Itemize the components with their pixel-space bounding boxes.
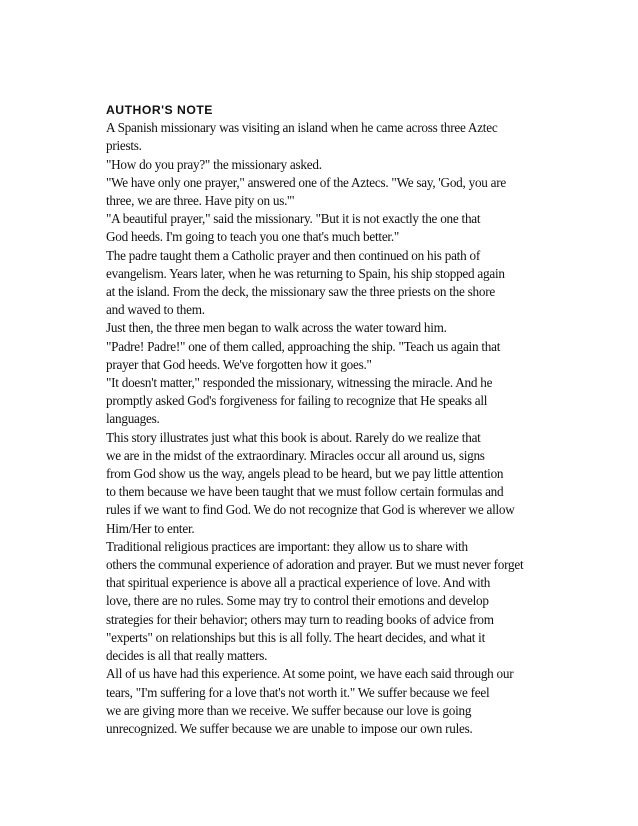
text-line: others the communal experience of adoration and prayer. But we must never forget: [106, 557, 524, 573]
text-line: decides is all that really matters.: [106, 648, 268, 664]
text-line: "It doesn't matter," responded the missionary, witnessing the miracle. And he: [106, 375, 493, 391]
text-line: that spiritual experience is above all a practical experience of love. And with: [106, 575, 491, 591]
text-line: three, we are three. Have pity on us.'": [106, 193, 295, 209]
text-line: A Spanish missionary was visiting an island when he came across three Aztec: [106, 120, 498, 136]
text-line: evangelism. Years later, when he was returning to Spain, his ship stopped again: [106, 265, 505, 281]
document-page: [106, 101, 626, 738]
text-line: priests.: [106, 138, 142, 154]
text-line: "How do you pray?" the missionary asked.: [106, 156, 322, 172]
text-line: "experts" on relationships but this is all folly. The heart decides, and what it: [106, 629, 485, 645]
text-line: from God show us the way, angels plead to be heard, but we pay little attention: [106, 466, 504, 482]
text-line: we are giving more than we receive. We suffer because our love is going: [106, 702, 472, 718]
text-line: unrecognized. We suffer because we are unable to impose our own rules.: [106, 720, 473, 736]
text-line: Traditional religious practices are important: they allow us to share with: [106, 538, 468, 554]
text-line: Him/Her to enter.: [106, 520, 195, 536]
text-line: "A beautiful prayer," said the missionary. "But it is not exactly the one that: [106, 211, 481, 227]
body-text: [106, 119, 626, 738]
text-line: tears, "I'm suffering for a love that's not worth it." We suffer because we feel: [106, 684, 490, 700]
text-line: This story illustrates just what this book is about. Rarely do we realize that: [106, 429, 481, 445]
text-line: strategies for their behavior; others may turn to reading books of advice from: [106, 611, 494, 627]
text-line: at the island. From the deck, the missionary saw the three priests on the shore: [106, 284, 495, 300]
text-line: languages.: [106, 411, 160, 427]
text-line: prayer that God heeds. We've forgotten how it goes.": [106, 356, 372, 372]
text-line: God heeds. I'm going to teach you one that's much better.": [106, 229, 400, 245]
text-line: The padre taught them a Catholic prayer and then continued on his path of: [106, 247, 480, 263]
text-line: love, there are no rules. Some may try to control their emotions and develop: [106, 593, 489, 609]
text-line: we are in the midst of the extraordinary. Miracles occur all around us, signs: [106, 447, 485, 463]
text-line: rules if we want to find God. We do not recognize that God is wherever we allow: [106, 502, 515, 518]
text-line: Just then, the three men began to walk across the water toward him.: [106, 320, 447, 336]
text-line: "Padre! Padre!" one of them called, approaching the ship. "Teach us again that: [106, 338, 501, 354]
text-line: to them because we have been taught that we must follow certain formulas and: [106, 484, 504, 500]
text-line: and waved to them.: [106, 302, 205, 318]
text-line: All of us have had this experience. At some point, we have each said through our: [106, 666, 514, 682]
text-line: "We have only one prayer," answered one of the Aztecs. "We say, 'God, you are: [106, 174, 507, 190]
text-line: promptly asked God's forgiveness for failing to recognize that He speaks all: [106, 393, 488, 409]
section-heading: AUTHOR'S NOTE: [106, 103, 213, 117]
